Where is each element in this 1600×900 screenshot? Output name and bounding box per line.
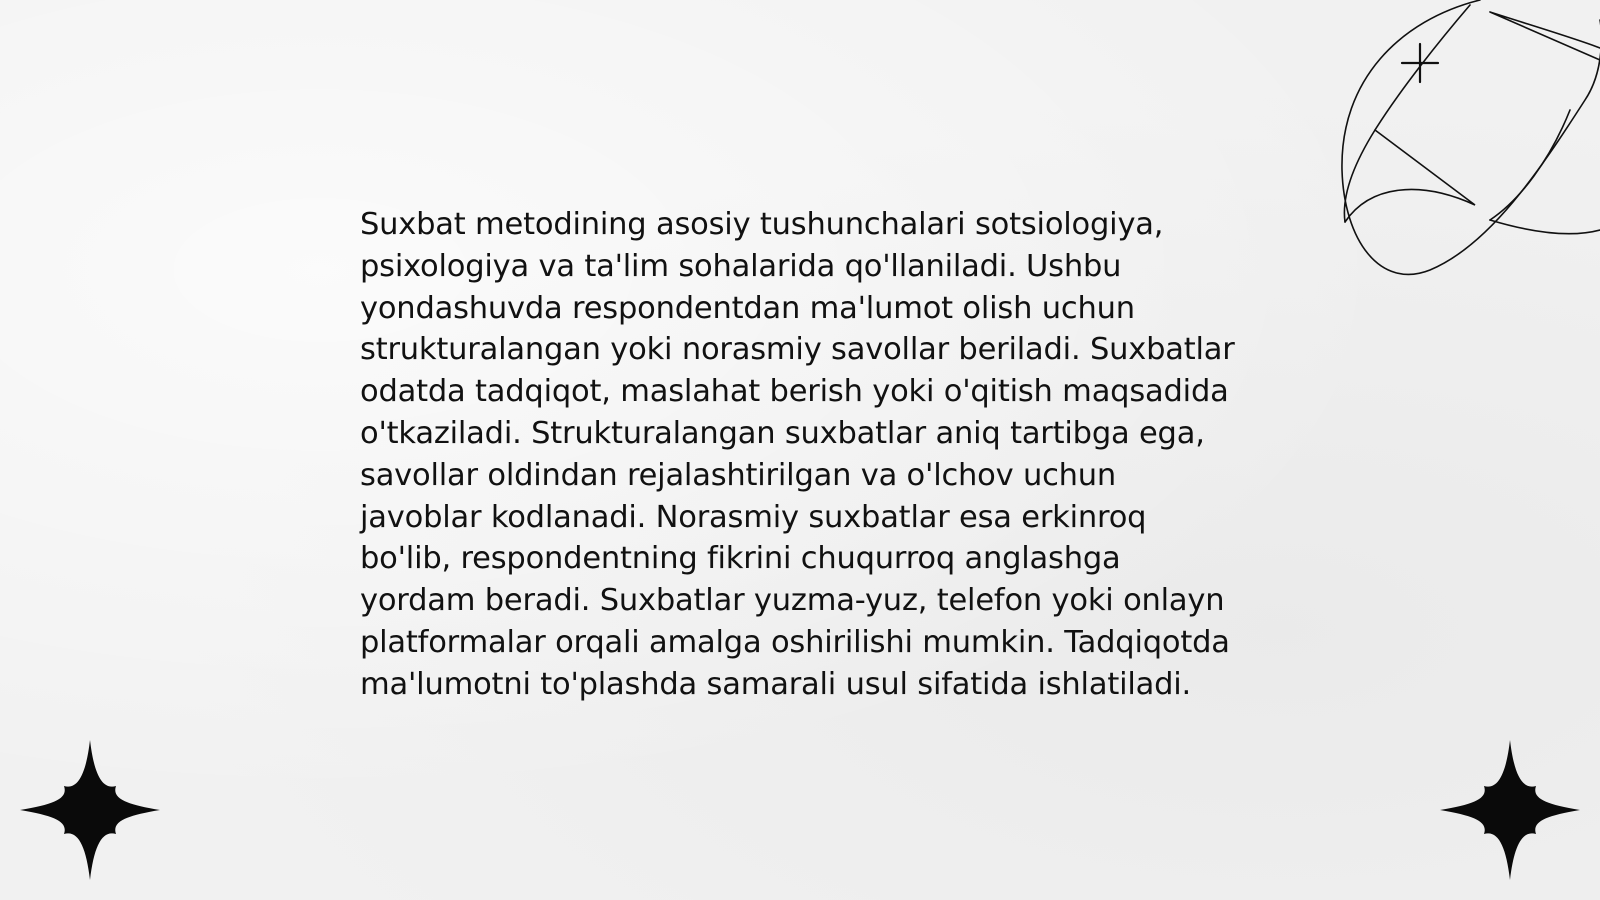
body-paragraph: Suxbat metodining asosiy tushunchalari sotsiologiya, psixologiya va ta'lim sohalarida qo'llaniladi. Ushbu yondashuvda respondentdan ma'lumot olish uchun strukturalangan yoki norasmiy savollar beriladi. Suxbatlar odatda tadqiqot, maslahat berish yoki o'qitish maqsadida o'tkaziladi. Strukturalangan suxbatlar aniq tartibga ega, savollar oldindan rejalashtirilgan va o'lchov uchun javoblar kodlanadi. Norasmiy suxbatlar esa erkinroq bo'lib, respondentning fikrini chuqurroq anglashga yordam beradi. Suxbatlar yuzma-yuz, telefon yoki onlayn platformalar orqali amalga oshirilishi mumkin. Tadqiqotda ma'lumotni to'plashda samarali usul sifatida ishlatiladi. [360, 207, 1235, 702]
four-point-star-icon [20, 740, 160, 880]
four-point-star-icon [1440, 740, 1580, 880]
orbit-lines-icon [1340, 0, 1600, 300]
